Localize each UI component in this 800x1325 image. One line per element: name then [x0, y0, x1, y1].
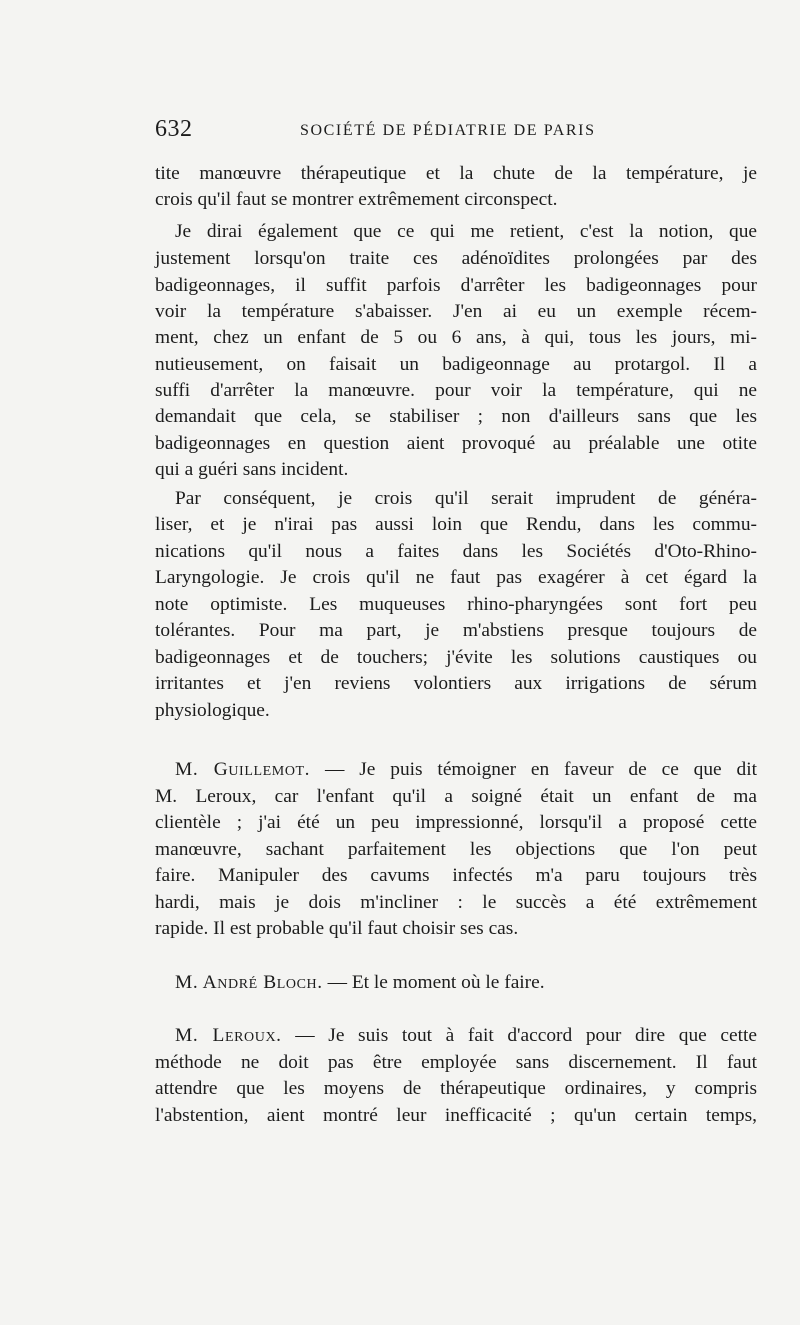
- speech-leroux: M. Leroux. — Je suis tout à fait d'accord pour dire que cette: [175, 1025, 757, 1046]
- text-line: qui a guéri sans incident.: [155, 459, 349, 480]
- text-line: Par conséquent, je crois qu'il serait imprudent de généra-: [175, 488, 757, 509]
- text-line: méthode ne doit pas être employée sans discernement. Il faut: [155, 1052, 757, 1073]
- speaker-name: M. André Bloch.: [175, 972, 323, 993]
- text-line: badigeonnages en question aient provoqué au préalable une otite: [155, 433, 757, 454]
- text-line: rapide. Il est probable qu'il faut choisir ses cas.: [155, 918, 519, 939]
- speaker-name: M. Leroux.: [175, 1025, 282, 1046]
- text-line: tolérantes. Pour ma part, je m'abstiens presque toujours de: [155, 620, 757, 641]
- page-number: 632: [155, 116, 193, 142]
- page-header: [155, 114, 762, 154]
- text-line: demandait que cela, se stabiliser ; non d'ailleurs sans que les: [155, 406, 757, 427]
- text-line: clientèle ; j'ai été un peu impressionné, lorsqu'il a proposé cette: [155, 812, 757, 833]
- speech-guillemot: M. Guillemot. — Je puis témoigner en faveur de ce que dit: [175, 759, 757, 780]
- text-line: voir la température s'abaisser. J'en ai eu un exemple récem-: [155, 301, 757, 322]
- text-line: faire. Manipuler des cavums infectés m'a paru toujours très: [155, 865, 757, 886]
- text-line: nutieusement, on faisait un badigeonnage au protargol. Il a: [155, 354, 757, 375]
- text-line: crois qu'il faut se montrer extrêmement circonspect.: [155, 189, 558, 210]
- text-line: badigeonnages et de touchers; j'évite les solutions caustiques ou: [155, 647, 757, 668]
- text-line: tite manœuvre thérapeutique et la chute de la température, je: [155, 163, 757, 184]
- text-line: Laryngologie. Je crois qu'il ne faut pas exagérer à cet égard la: [155, 567, 757, 588]
- text-line: ment, chez un enfant de 5 ou 6 ans, à qui, tous les jours, mi-: [155, 327, 757, 348]
- text-line: attendre que les moyens de thérapeutique ordinaires, y compris: [155, 1078, 757, 1099]
- speaker-name: M. Guillemot.: [175, 759, 311, 780]
- text-line: badigeonnages, il suffit parfois d'arrêter les badigeonnages pour: [155, 275, 757, 296]
- text-line: nications qu'il nous a faites dans les Sociétés d'Oto-Rhino-: [155, 541, 757, 562]
- text-line: irritantes et j'en reviens volontiers aux irrigations de sérum: [155, 673, 757, 694]
- text-line: liser, et je n'irai pas aussi loin que Rendu, dans les commu-: [155, 514, 757, 535]
- text-line: Je dirai également que ce qui me retient, c'est la notion, que: [175, 221, 757, 242]
- text-line: suffi d'arrêter la manœuvre. pour voir la température, qui ne: [155, 380, 757, 401]
- text-line: justement lorsqu'on traite ces adénoïdites prolongées par des: [155, 248, 757, 269]
- running-title: SOCIÉTÉ DE PÉDIATRIE DE PARIS: [300, 122, 596, 139]
- text-line: l'abstention, aient montré leur inefficacité ; qu'un certain temps,: [155, 1105, 757, 1126]
- text-line: hardi, mais je dois m'incliner : le succès a été extrêmement: [155, 892, 757, 913]
- text-line: physiologique.: [155, 700, 270, 721]
- text-line: M. Leroux, car l'enfant qu'il a soigné était un enfant de ma: [155, 786, 757, 807]
- text-line: manœuvre, sachant parfaitement les objections que l'on peut: [155, 839, 757, 860]
- text-line: note optimiste. Les muqueuses rhino-pharyngées sont fort peu: [155, 594, 757, 615]
- speech-bloch: M. André Bloch. — Et le moment où le faire.: [175, 972, 545, 993]
